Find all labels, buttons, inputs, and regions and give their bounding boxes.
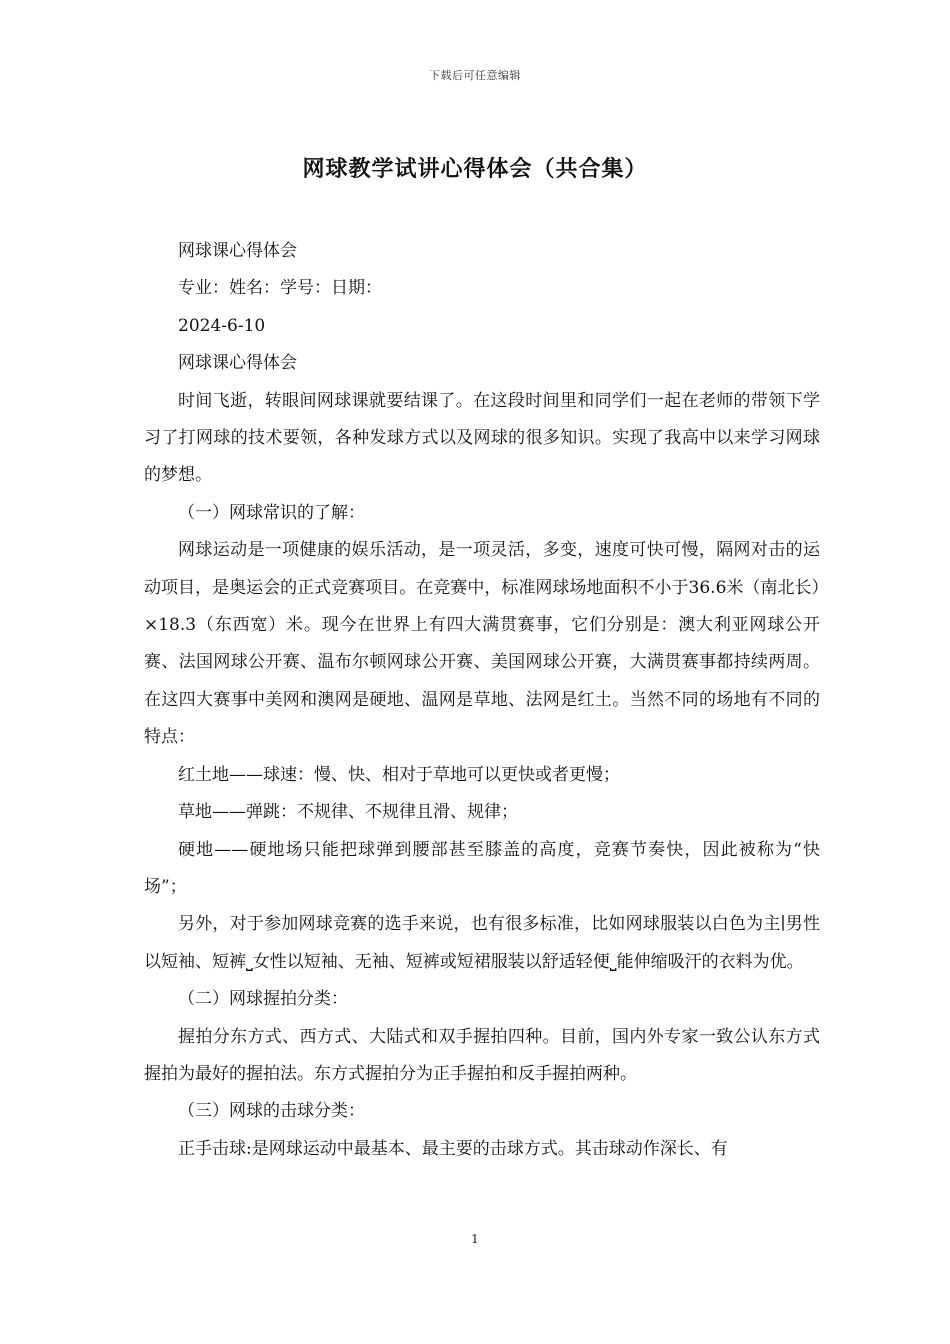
paragraph-clay-court: 红土地——球速：慢、快、相对于草地可以更快或者更慢； (178, 764, 620, 785)
section-heading-3: （三）网球的击球分类： (178, 1101, 365, 1122)
paragraph-grass-court: 草地——弹跳：不规律、不规律且滑、规律； (178, 802, 518, 823)
document-body (144, 233, 820, 1168)
paragraph-tennis-basics: 网球运动是一项健康的娱乐活动，是一项灵活，多变，速度可快可慢，隔网对击的运动项目，是奥运会的正式竞赛项目。在竞赛中，标准网球场地面积不小于36.6米（南北长）×18.3（东西宽）米。现今在世界上有四大满贯赛事，它们分别是：澳大利亚网球公开赛、法国网球公开赛、温布尔顿网球公开赛、美国网球公开赛，大满贯赛事都持续两周。在这四大赛事中美网和澳网是硬地、温网是草地、法网是红土。当然不同的场地有不同的特点： (144, 540, 820, 748)
paragraph-subtitle-repeat: 网球课心得体会 (178, 353, 297, 374)
paragraph-dress-code: 另外，对于参加网球竞赛的选手来说，也有很多标准，比如网球服装以白色为主∣男性以短袖、短裤⎵女性以短袖、无袖、短裤或短裙服装以舒适轻便⎵能伸缩吸汗的衣料为优。 (144, 914, 820, 972)
paragraph-hard-court: 硬地——硬地场只能把球弹到腰部甚至膝盖的高度，竞赛节奏快，因此被称为“快场”； (144, 839, 820, 897)
paragraph-subtitle: 网球课心得体会 (178, 241, 297, 261)
paragraph-info-line: 专业：姓名：学号：日期： (178, 278, 382, 299)
page-header-note: 下载后可任意编辑 (429, 69, 521, 82)
section-heading-2: （二）网球握拍分类： (178, 989, 348, 1010)
paragraph-forehand: 正手击球:是网球运动中最基本、最主要的击球方式。其击球动作深长、有 (178, 1138, 728, 1159)
document-title: 网球教学试讲心得体会（共合集） (302, 156, 648, 182)
page-number: 1 (471, 1232, 479, 1246)
section-heading-1: （一）网球常识的了解： (178, 502, 365, 523)
paragraph-intro: 时间飞逝，转眼间网球课就要结课了。在这段时间里和同学们一起在老师的带领下学习了打网球的技术要领，各种发球方式以及网球的很多知识。实现了我高中以来学习网球的梦想。 (144, 390, 820, 486)
paragraph-grip-types: 握拍分东方式、西方式、大陆式和双手握拍四种。目前，国内外专家一致公认东方式握拍为最好的握拍法。东方式握拍分为正手握拍和反手握拍两种。 (144, 1026, 820, 1084)
paragraph-date: 2024-6-10 (178, 315, 266, 336)
